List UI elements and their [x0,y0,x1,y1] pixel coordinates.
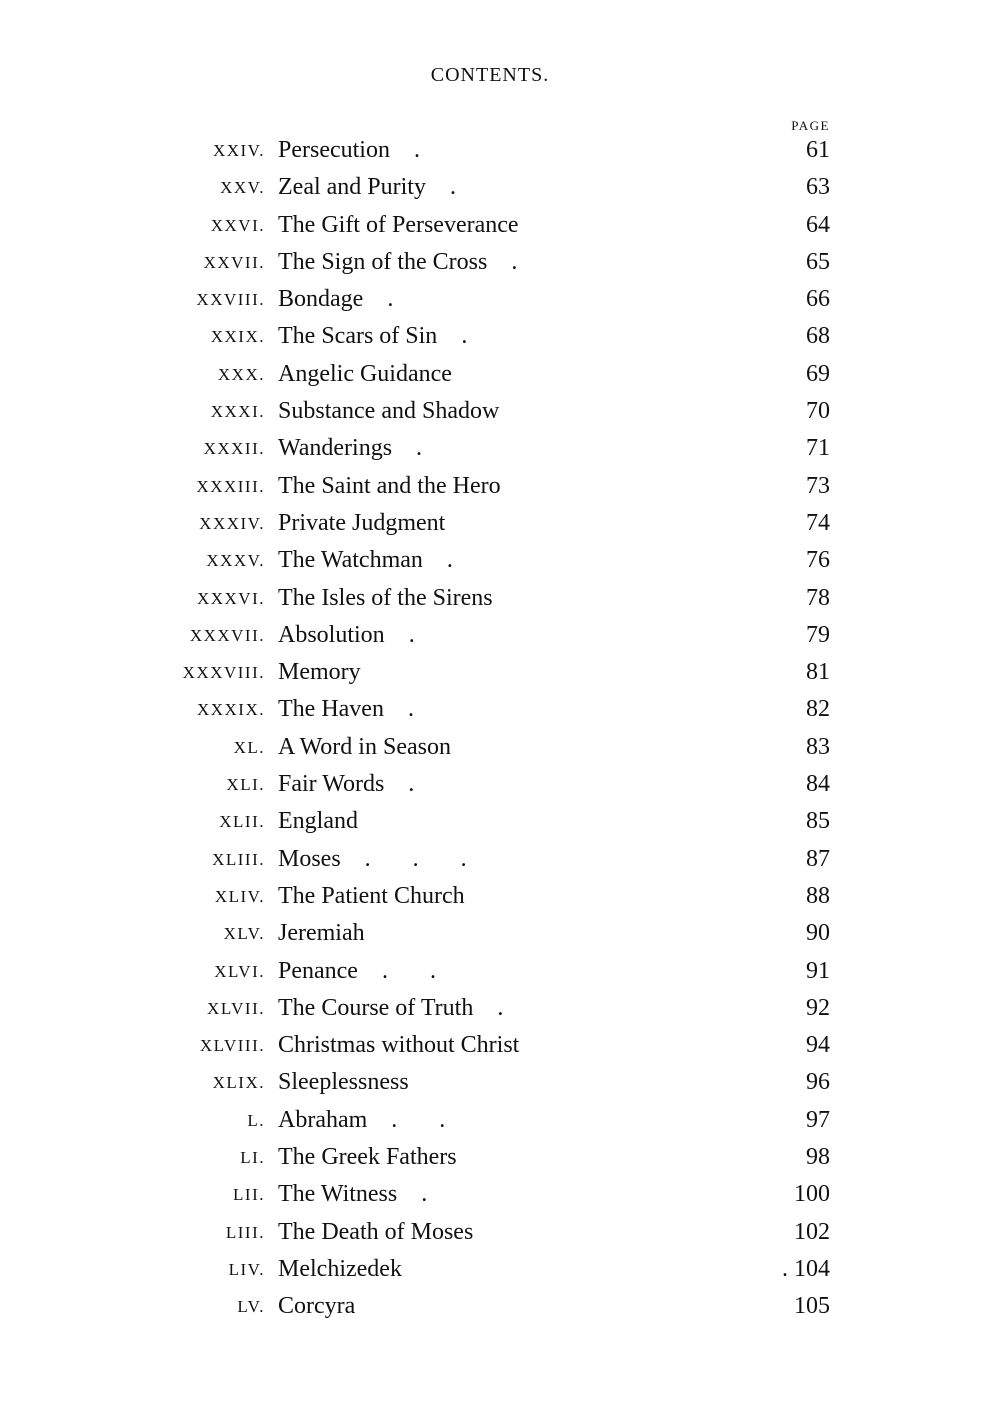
chapter-title [278,915,365,952]
chapter-title-text: Abraham [278,1106,368,1133]
chapter-number: XXIV. [212,141,265,160]
chapter-title-text: Substance and Shadow [278,398,500,425]
chapter-title-text: Wanderings [278,435,393,462]
page-number: 90 [806,920,830,947]
page-number: 61 [806,137,830,163]
chapter-title-text: Corcyra [278,1293,356,1320]
page-number: 88 [806,882,830,909]
chapter-number: XLVII. [207,998,265,1018]
dot-leader: . [383,696,432,723]
chapter-title-text: Memory [278,659,361,686]
chapter-title-text: Angelic Guidance [278,360,452,387]
chapter-title-text: The Patient Church [278,882,465,909]
chapter-title-text: The Course of Truth [278,994,474,1021]
toc-entry [0,580,1000,617]
toc-entry [0,729,1000,766]
chapter-number: LI. [240,1148,265,1168]
chapter-title-text: A Word in Season [278,733,451,760]
chapter-title [278,207,519,244]
chapter-number: LIV. [228,1259,265,1279]
chapter-title [278,281,411,318]
dot-leader: . [397,1181,446,1208]
page-number: . 104 [782,1255,830,1282]
chapter-title-text: The Isles of the Sirens [278,584,493,611]
chapter-title-text: The Haven [278,696,384,723]
page-column-label: PAGE [791,118,830,133]
chapter-title [278,691,432,728]
chapter-title [278,542,471,579]
dot-leader: . . . [340,845,485,872]
page-number: 79 [806,621,830,648]
chapter-number: XXXIII. [196,476,265,496]
chapter-number: XLIII. [212,849,265,869]
chapter-title [278,1139,457,1176]
toc-entry [0,803,1000,840]
chapter-title-text: Fair Words [278,771,385,798]
chapter-title [278,1176,445,1213]
chapter-number: XXVII. [203,252,265,272]
toc-entry [0,356,1000,393]
dot-leader: . [437,323,486,350]
chapter-title [278,244,535,281]
chapter-title [278,356,452,393]
toc-entry [0,1064,1000,1101]
toc-entry [0,318,1000,355]
chapter-title-text: Melchizedek [278,1255,402,1282]
toc-entry [0,1102,1000,1139]
chapter-title-text: England [278,808,358,835]
page-number: 81 [806,659,830,686]
page-number: 94 [806,1032,830,1059]
toc-entry [0,132,1000,169]
toc-entry [0,915,1000,952]
page-number: 85 [806,808,830,835]
chapter-title [278,617,433,654]
dot-leader: . [363,286,412,313]
page-number: 63 [806,174,830,201]
chapter-number: XXXVI. [196,588,265,608]
dot-leader: . [384,621,433,648]
dot-leader: . . [367,1106,464,1133]
chapter-title [278,841,485,878]
chapter-number: L. [247,1110,265,1130]
chapter-number: LV. [237,1297,265,1317]
dot-leader: . [384,771,433,798]
page-number: 105 [794,1293,830,1320]
chapter-title-text: The Witness [278,1181,398,1208]
toc-entry [0,953,1000,990]
toc-entry [0,990,1000,1027]
page-number: 102 [794,1218,830,1245]
toc-entry [0,654,1000,691]
chapter-number: XXXVII. [189,625,265,645]
toc-entry [0,1176,1000,1213]
page-number: 78 [806,584,830,611]
page-number: 97 [806,1106,830,1133]
chapter-title [278,729,451,766]
chapter-title-text: The Gift of Perseverance [278,211,519,238]
dot-leader: . [422,547,471,574]
page-number: 76 [806,547,830,574]
chapter-title-text: Persecution [278,137,390,163]
toc-entry [0,691,1000,728]
toc-entry [0,841,1000,878]
dot-leader: . [473,994,522,1021]
page-number: 100 [794,1181,830,1208]
chapter-number: XXIX. [210,327,265,347]
chapter-number: XXX. [217,364,265,384]
toc-entry [0,169,1000,206]
dot-leader: . [487,248,536,275]
page-number: 70 [806,398,830,425]
toc-entry [0,244,1000,281]
page-number: 68 [806,323,830,350]
page-number: 98 [806,1144,830,1171]
toc-entry [0,505,1000,542]
page-number: 71 [806,435,830,462]
chapter-title-text: Christmas without Christ [278,1032,520,1059]
chapter-title [278,132,438,169]
chapter-title [278,430,440,467]
chapter-title-text: Moses [278,845,341,872]
chapter-number: XLV. [223,924,265,944]
chapter-title [278,990,521,1027]
chapter-number: XLIX. [212,1073,265,1093]
dot-leader: . [389,137,438,163]
chapter-title [278,1288,355,1325]
chapter-number: XXV. [220,178,265,198]
toc-entry [0,393,1000,430]
chapter-number: XL. [233,737,265,757]
chapter-title [278,766,432,803]
chapter-title [278,1251,402,1288]
chapter-title [278,1214,473,1251]
toc-entry [0,766,1000,803]
toc-entry [0,281,1000,318]
chapter-number: LII. [233,1185,265,1205]
chapter-number: XXXI. [210,402,265,422]
page-number: 69 [806,360,830,387]
page-number: 66 [806,286,830,313]
chapter-title [278,654,361,691]
chapter-title [278,878,465,915]
chapter-number: XXXIX. [196,700,265,720]
chapter-title-text: The Greek Fathers [278,1144,457,1171]
chapter-title-text: Bondage [278,286,364,313]
page-number: 73 [806,472,830,499]
chapter-number: XLVI. [214,961,265,981]
chapter-title [278,468,501,505]
page-number: 84 [806,771,830,798]
page-number: 91 [806,957,830,984]
toc-entry [0,468,1000,505]
chapter-number: XXXII. [203,439,265,459]
chapter-title [278,169,474,206]
chapter-title-text: Private Judgment [278,509,446,536]
chapter-number: XXVIII. [196,290,265,310]
dot-leader: . [392,435,441,462]
chapter-title-text: The Scars of Sin [278,323,438,350]
toc-entry [0,1139,1000,1176]
dot-leader: . . [357,957,454,984]
chapter-title-text: The Watchman [278,547,423,574]
toc-entry [0,430,1000,467]
page-number: 92 [806,994,830,1021]
chapter-title [278,318,485,355]
page-number: 64 [806,211,830,238]
chapter-title-text: The Sign of the Cross [278,248,488,275]
chapter-title-text: Zeal and Purity [278,174,426,201]
chapter-number: XLII. [219,812,265,832]
page-number: 65 [806,248,830,275]
chapter-number: XXXVIII. [182,663,265,683]
chapter-title [278,393,499,430]
chapter-number: LIII. [225,1222,265,1242]
toc-entry [0,207,1000,244]
toc-entry [0,878,1000,915]
chapter-number: XLIV. [214,886,265,906]
chapter-number: XLI. [226,775,265,795]
chapter-title-text: Absolution [278,621,385,648]
page-number: 83 [806,733,830,760]
chapter-title [278,1064,409,1101]
chapter-title-text: Penance [278,957,358,984]
chapter-number: XXXIV. [199,513,265,533]
chapter-number: XXXV. [206,551,265,571]
toc-entry [0,1214,1000,1251]
toc-entry [0,1288,1000,1325]
toc-entry [0,1027,1000,1064]
page-heading: CONTENTS. [430,64,550,86]
page-number: 82 [806,696,830,723]
page-number: 96 [806,1069,830,1096]
page-number: 87 [806,845,830,872]
chapter-title [278,580,493,617]
toc-entry [0,617,1000,654]
chapter-title-text: Jeremiah [278,920,365,947]
chapter-title [278,505,445,542]
chapter-title [278,1027,519,1064]
chapter-title-text: The Saint and the Hero [278,472,501,499]
chapter-title-text: Sleeplessness [278,1069,409,1096]
chapter-number: XLVIII. [199,1036,265,1056]
chapter-title [278,803,358,840]
chapter-title-text: The Death of Moses [278,1218,474,1245]
dot-leader: . [425,174,474,201]
chapter-title [278,953,454,990]
contents-list [0,132,1000,1326]
chapter-number: XXVI. [210,215,265,235]
toc-entry [0,1251,1000,1288]
toc-entry [0,542,1000,579]
page-number: 74 [806,509,830,536]
chapter-title [278,1102,463,1139]
